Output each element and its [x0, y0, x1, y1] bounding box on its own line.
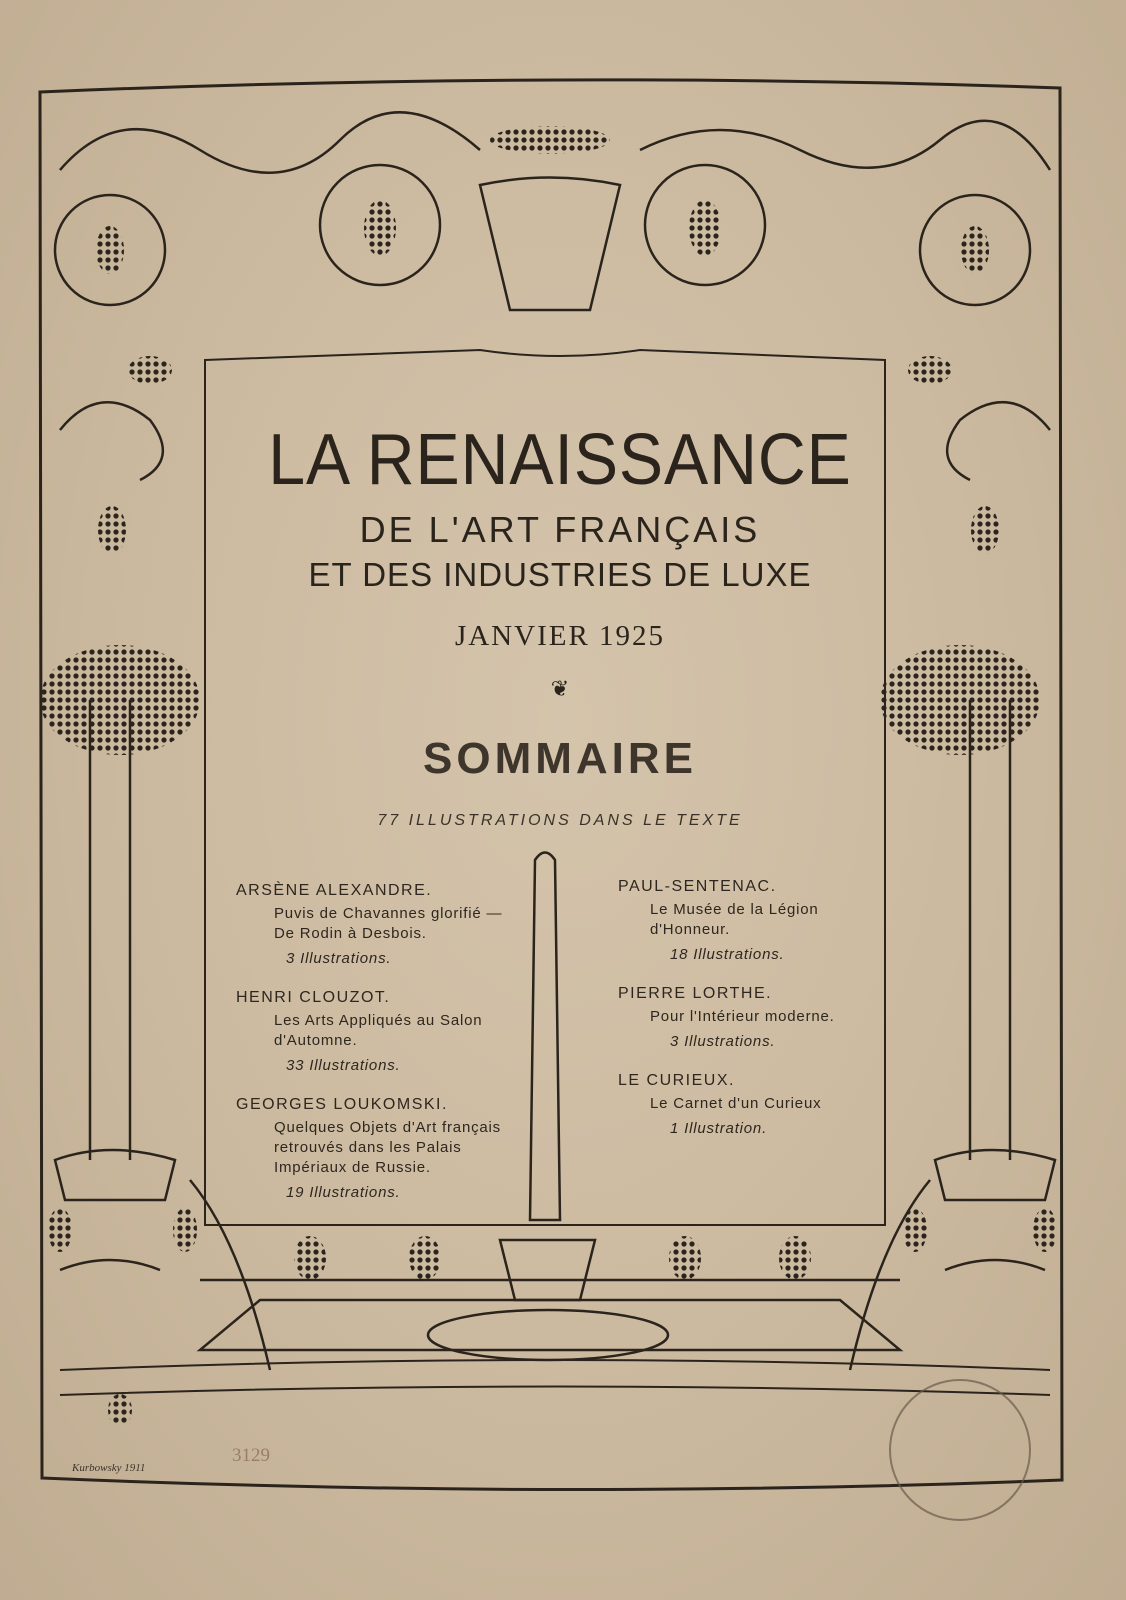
entry-author: ARSÈNE ALEXANDRE. — [236, 882, 433, 899]
contents-entry — [236, 989, 516, 1074]
entry-author: PAUL-SENTENAC. — [618, 878, 777, 895]
illustrations-note: 77 ILLUSTRATIONS DANS LE TEXTE — [377, 812, 743, 829]
contents-entry — [618, 985, 878, 1050]
entry-illustration-count: 1 Illustration. — [670, 1120, 768, 1137]
contents-heading: SOMMAIRE — [423, 734, 697, 783]
artist-signature: Kurbowsky 1911 — [72, 1462, 146, 1474]
entry-author: PIERRE LORTHE. — [618, 985, 773, 1002]
entry-illustration-count: 3 Illustrations. — [670, 1033, 776, 1050]
entry-author: HENRI CLOUZOT. — [236, 989, 391, 1006]
entry-illustration-count: 3 Illustrations. — [286, 950, 392, 967]
fleuron-icon: ❦ — [550, 676, 570, 701]
entry-illustration-count: 33 Illustrations. — [286, 1057, 401, 1074]
contents-entry — [618, 1072, 878, 1137]
entry-author: GEORGES LOUKOMSKI. — [236, 1096, 448, 1113]
contents-entry — [236, 1096, 516, 1201]
subtitle-line-2: ET DES INDUSTRIES DE LUXE — [308, 556, 812, 593]
subtitle-line-1: DE L'ART FRANÇAIS — [359, 509, 761, 550]
entry-article: Pour l'Intérieur moderne. — [650, 1008, 835, 1025]
entry-article: Quelques Objets d'Art français retrouvés dans les Palais Impériaux de Russie. — [274, 1119, 501, 1176]
issue-date: JANVIER 1925 — [454, 620, 666, 652]
entry-article: Le Musée de la Légion d'Honneur. — [650, 901, 819, 938]
contents-right-column — [618, 878, 878, 1159]
entry-illustration-count: 19 Illustrations. — [286, 1184, 401, 1201]
contents-entry — [618, 878, 878, 963]
magazine-title: LA RENAISSANCE — [268, 420, 852, 500]
entry-illustration-count: 18 Illustrations. — [670, 946, 785, 963]
contents-left-column — [236, 882, 516, 1223]
entry-article: Le Carnet d'un Curieux — [650, 1095, 822, 1112]
entry-article: Les Arts Appliqués au Salon d'Automne. — [274, 1012, 483, 1049]
entry-article: Puvis de Chavannes glorifié — De Rodin à Desbois. — [274, 905, 503, 942]
contents-entry — [236, 882, 516, 967]
entry-author: LE CURIEUX. — [618, 1072, 735, 1089]
handwritten-number: 3129 — [232, 1445, 270, 1466]
